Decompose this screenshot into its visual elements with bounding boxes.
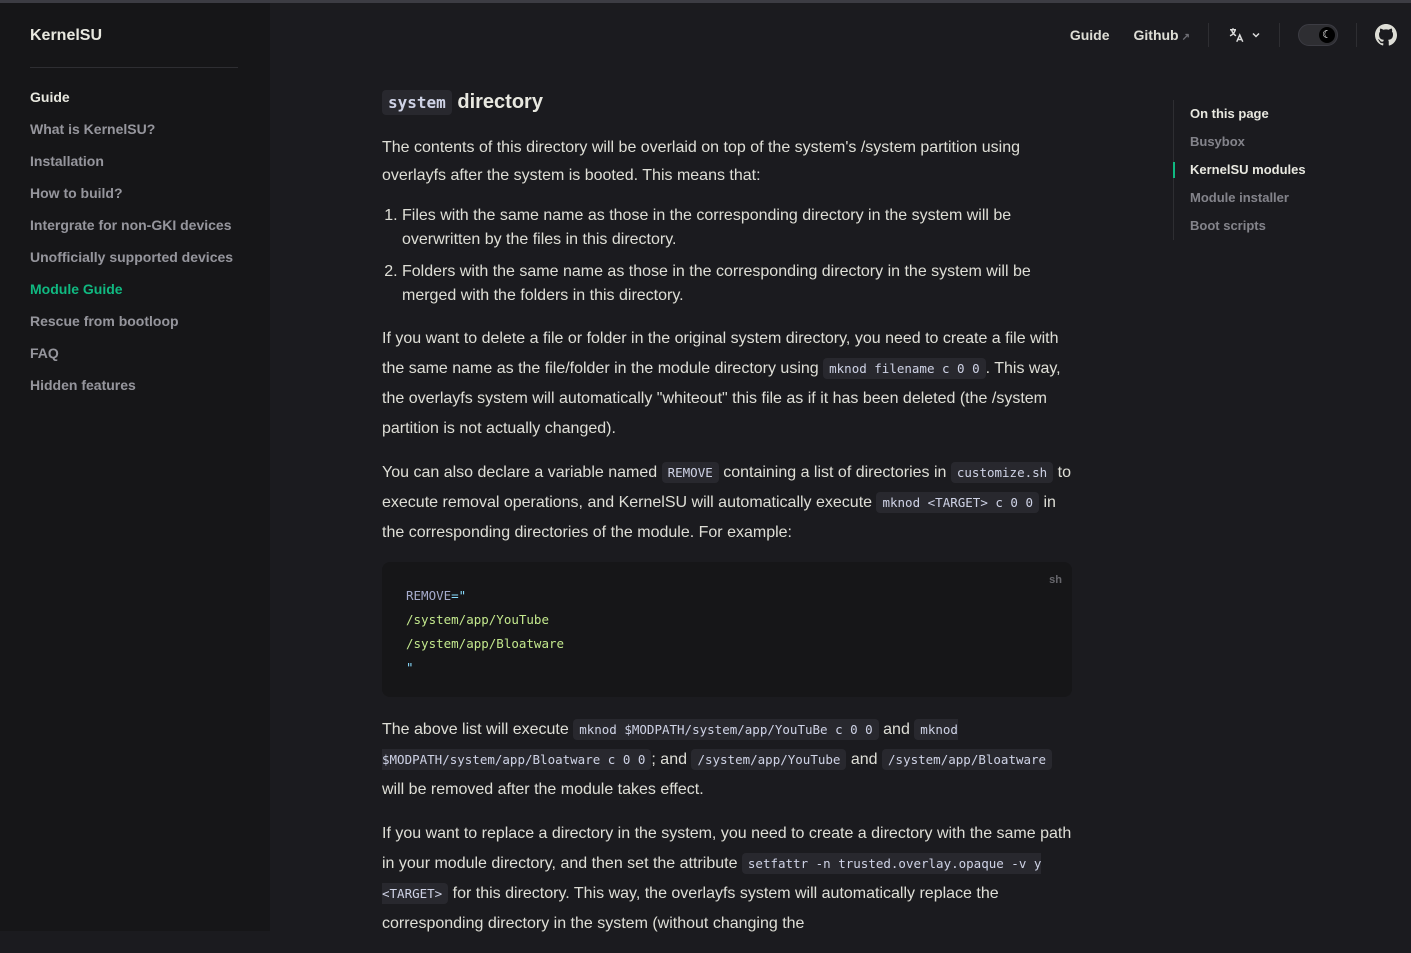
section-heading bbox=[382, 86, 1072, 118]
inline-code: /system/app/YouTube bbox=[691, 749, 846, 770]
inline-code: REMOVE bbox=[662, 462, 719, 483]
moon-icon: ☾ bbox=[1319, 27, 1335, 43]
external-link-icon: ↗ bbox=[1181, 32, 1190, 43]
table-of-contents bbox=[1173, 100, 1373, 240]
inline-code: mknod filename c 0 0 bbox=[823, 358, 986, 379]
chevron-down-icon bbox=[1251, 30, 1261, 40]
site-logo[interactable]: KernelSU bbox=[30, 27, 103, 44]
toc-item[interactable]: KernelSU modules bbox=[1190, 156, 1373, 184]
toc-title: On this page bbox=[1190, 106, 1269, 121]
heading-code: system bbox=[382, 90, 452, 115]
sidebar-item[interactable]: How to build? bbox=[30, 185, 123, 201]
text: You can also declare a variable named bbox=[382, 464, 662, 481]
ordered-list bbox=[382, 204, 1072, 308]
toc-item[interactable]: Module installer bbox=[1190, 190, 1289, 205]
code-line: /system/app/Bloatware bbox=[406, 636, 565, 651]
text: and bbox=[878, 721, 915, 738]
theme-toggle[interactable] bbox=[1298, 24, 1338, 46]
sidebar-group-title: Guide bbox=[30, 89, 70, 105]
paragraph bbox=[382, 819, 1072, 939]
text: in the corresponding directories of the module. For example: bbox=[382, 494, 1056, 541]
paragraph bbox=[382, 324, 1072, 444]
sidebar-nav bbox=[30, 83, 233, 403]
sidebar-item[interactable]: FAQ bbox=[30, 345, 59, 361]
nav-github-label: Github bbox=[1133, 27, 1179, 43]
divider bbox=[1208, 23, 1209, 47]
code-line bbox=[406, 584, 1048, 608]
sidebar-item[interactable]: Intergrate for non-GKI devices bbox=[30, 217, 232, 233]
text: ; and bbox=[651, 751, 692, 768]
top-nav bbox=[1046, 3, 1411, 67]
main-content bbox=[382, 86, 1072, 953]
github-icon[interactable] bbox=[1375, 24, 1397, 46]
inline-code: mknod $MODPATH/system/app/YouTuBe c 0 0 bbox=[573, 719, 879, 740]
nav-guide-link[interactable]: Guide bbox=[1069, 27, 1110, 43]
toc-item[interactable]: Boot scripts bbox=[1190, 218, 1266, 233]
text: If you want to delete a file or folder in the original system directory, you need to create a file with the same name as the file/folder in the module directory using bbox=[382, 330, 1059, 377]
sidebar-item[interactable]: Module Guide bbox=[30, 281, 123, 297]
code-language-label: sh bbox=[1049, 574, 1062, 586]
divider bbox=[30, 67, 238, 68]
text: will be removed after the module takes effect. bbox=[382, 781, 704, 798]
inline-code: setfattr -n trusted.overlay.opaque -v y <TARGET> bbox=[382, 853, 1041, 904]
text: for this directory. This way, the overlayfs system will automatically replace the corresponding directory in the system (without changing the bbox=[382, 885, 999, 932]
code-line: " bbox=[406, 660, 414, 675]
divider bbox=[1356, 23, 1357, 47]
text: containing a list of directories in bbox=[718, 464, 951, 481]
sidebar bbox=[0, 3, 270, 931]
code-token: REMOVE bbox=[406, 588, 452, 603]
toc-item[interactable]: Busybox bbox=[1190, 134, 1245, 149]
code-line: /system/app/YouTube bbox=[406, 612, 549, 627]
text: The above list will execute bbox=[382, 721, 574, 738]
list-item: 2. Folders with the same name as those in the corresponding directory in the system will be merged with the folders in this directory. bbox=[402, 260, 1072, 308]
text: to execute removal operations, and KernelSU will automatically execute bbox=[382, 464, 1071, 511]
sidebar-item[interactable]: Installation bbox=[30, 153, 104, 169]
sidebar-item[interactable]: What is KernelSU? bbox=[30, 121, 156, 137]
paragraph: The contents of this directory will be overlaid on top of the system's /system partition using overlayfs after the system is booted. This means that: bbox=[382, 139, 1021, 184]
inline-code: mknod $MODPATH/system/app/Bloatware c 0 0 bbox=[382, 719, 958, 770]
code-token: =" bbox=[451, 588, 467, 603]
heading-text: directory bbox=[451, 91, 543, 113]
code-block bbox=[382, 562, 1072, 697]
paragraph bbox=[382, 715, 1072, 805]
inline-code: mknod <TARGET> c 0 0 bbox=[876, 492, 1039, 513]
sidebar-item[interactable]: Unofficially supported devices bbox=[30, 249, 234, 265]
divider bbox=[1279, 23, 1280, 47]
text: If you want to replace a directory in the system, you need to create a directory with the same path in your module directory, and then set the attribute bbox=[382, 825, 1072, 872]
nav-github-link[interactable] bbox=[1134, 27, 1191, 43]
text: and bbox=[846, 751, 883, 768]
translate-icon bbox=[1227, 26, 1245, 44]
paragraph bbox=[382, 458, 1072, 548]
sidebar-item[interactable]: Rescue from bootloop bbox=[30, 313, 179, 329]
sidebar-item[interactable]: Hidden features bbox=[30, 377, 136, 393]
inline-code: customize.sh bbox=[951, 462, 1053, 483]
text: . This way, the overlayfs system will automatically "whiteout" this file as if it has been deleted (the /system partition is not actually changed). bbox=[382, 360, 1061, 437]
inline-code: /system/app/Bloatware bbox=[882, 749, 1052, 770]
list-item: 1. Files with the same name as those in the corresponding directory in the system will be overwritten by the files in this directory. bbox=[402, 204, 1072, 252]
language-menu-button[interactable] bbox=[1227, 26, 1261, 44]
